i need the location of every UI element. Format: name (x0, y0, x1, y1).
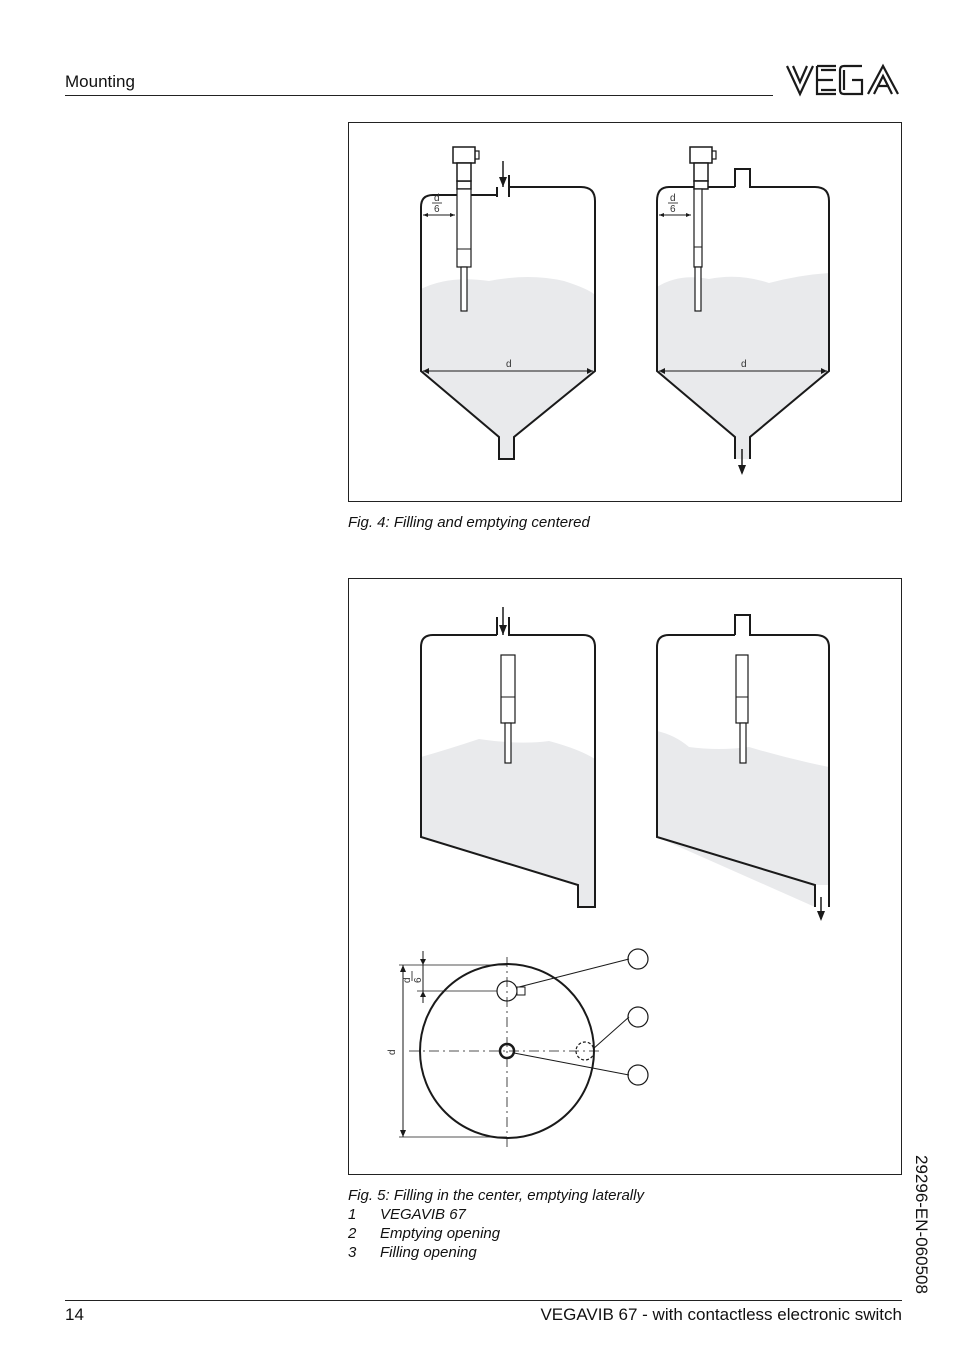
callout-3 (628, 1065, 648, 1085)
fig5-frac-den: 6 (413, 977, 424, 983)
header-divider (65, 95, 773, 96)
figure-5-caption: Fig. 5: Filling in the center, emptying laterally (348, 1187, 644, 1204)
figure-4-caption: Fig. 4: Filling and emptying centered (348, 514, 590, 531)
figure-4 (348, 122, 902, 502)
fig4-frac-den-right: 6 (670, 204, 676, 215)
figure-5 (348, 578, 902, 1175)
page-number: 14 (65, 1305, 84, 1324)
legend-item (348, 1225, 500, 1244)
legend-num: 3 (348, 1244, 357, 1261)
legend-item (348, 1244, 500, 1263)
legend-num: 1 (348, 1206, 357, 1223)
fig4-frac-num-right: d (670, 193, 676, 204)
footer-title: VEGAVIB 67 - with contactless electronic switch (540, 1305, 902, 1324)
vega-logo (784, 60, 902, 100)
section-title: Mounting (65, 72, 135, 91)
fig4-frac-den-left: 6 (434, 204, 440, 215)
figure-4-drawing (349, 123, 903, 503)
legend-label: Filling opening (380, 1244, 477, 1261)
figure-5-drawing (349, 579, 903, 1176)
document-code (906, 1155, 936, 1305)
fig4-frac-num-left: d (434, 193, 440, 204)
legend-label: VEGAVIB 67 (380, 1206, 466, 1223)
callout-1 (628, 949, 648, 969)
figure-5-legend (348, 1206, 500, 1263)
fig4-dim-d-left: d (506, 359, 512, 370)
fig4-dim-d-right: d (741, 359, 747, 370)
legend-num: 2 (348, 1225, 357, 1242)
callout-2 (628, 1007, 648, 1027)
legend-label: Emptying opening (380, 1225, 501, 1242)
fig5-frac-num: d (402, 977, 413, 983)
fig5-dim-d: d (387, 1049, 398, 1055)
footer-divider (65, 1300, 902, 1301)
legend-item (348, 1206, 500, 1225)
document-code-text: 29296-EN-060508 (912, 1155, 931, 1294)
